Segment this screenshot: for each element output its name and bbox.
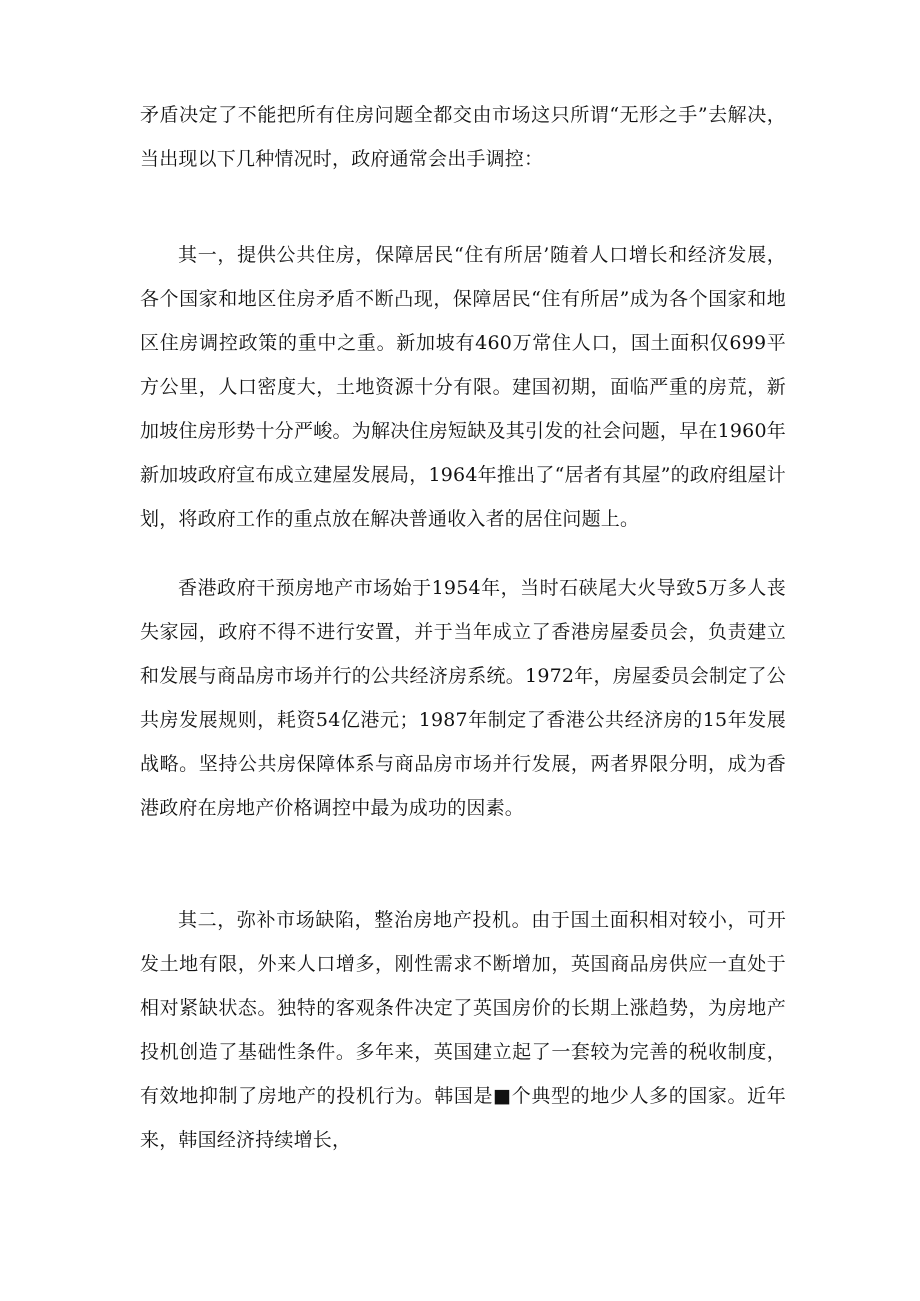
paragraph-hong-kong: 香港政府干预房地产市场始于1954年，当时石硖尾大火导致5万多人丧失家园，政府不得不进行安置，并于当年成立了香港房屋委员会，负责建立和发展与商品房市场并行的公共经济房系统。1972年，房屋委员会制定了公共房发展规则，耗资54亿港元；1987年制定了香港公共经济房的15年发展战略。坚持公共房保障体系与商品房市场并行发展，两者界限分明，成为香港政府在房地产价格调控中最为成功的因素。 [140,577,786,819]
paragraph-public-housing: 其一，提供公共住房，保障居民“住有所居’随着人口增长和经济发展，各个国家和地区住房矛盾不断凸现，保障居民“住有所居”成为各个国家和地区住房调控政策的重中之重。新加坡有460万常住人口，国土面积仅699平方公里，人口密度大，土地资源十分有限。建国初期，面临严重的房荒，新加坡住房形势十分严峻。为解决住房短缺及其引发的社会问题，早在1960年新加坡政府宣布成立建屋发展局，1964年推出了“居者有其屋”的政府组屋计划，将政府工作的重点放在解决普通收入者的居住问题上。 [140,244,786,530]
paragraph-speculation: 其二，弥补市场缺陷，整治房地产投机。由于国土面积相对较小，可开发土地有限，外来人口增多，刚性需求不断增加，英国商品房供应一直处于相对紧缺状态。独特的客观条件决定了英国房价的长期上涨趋势，为房地产投机创造了基础性条件。多年来，英国建立起了一套较为完善的税收制度，有效地抑制了房地产的投机行为。韩国是■个典型的地少人多的国家。近年来，韩国经济持续增长， [140,909,786,1151]
paragraph-intro: 矛盾决定了不能把所有住房问题全都交由市场这只所谓“无形之手”去解决，当出现以下几种情况时，政府通常会出手调控： [140,104,786,170]
